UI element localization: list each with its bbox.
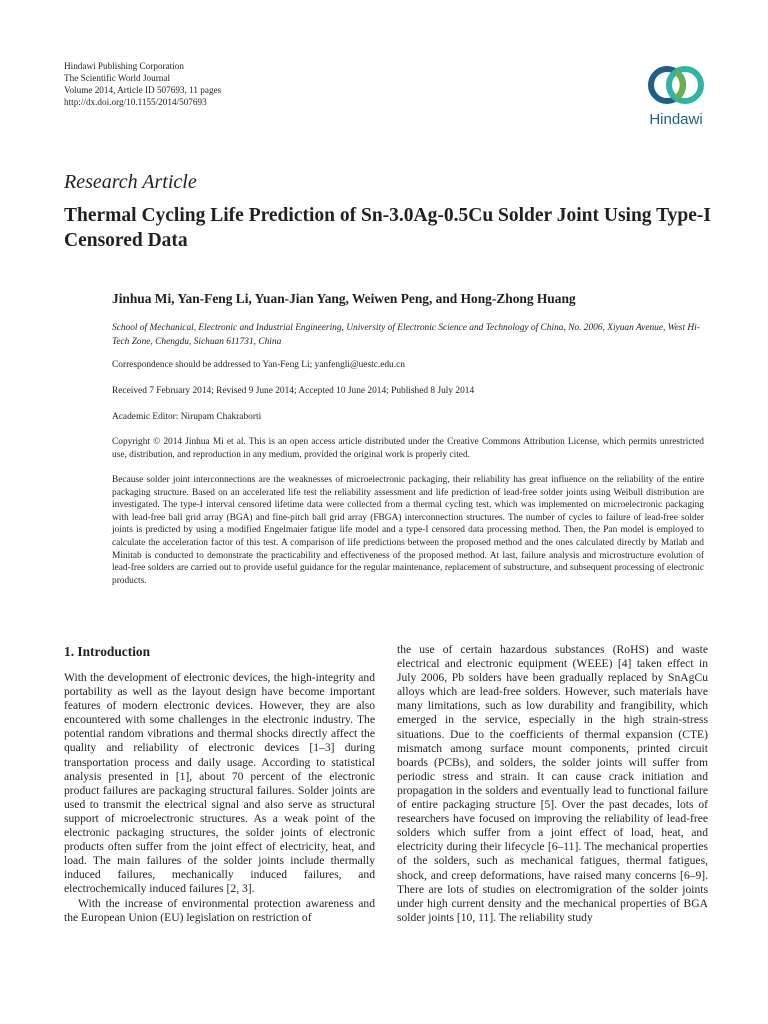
volume-info: Volume 2014, Article ID 507693, 11 pages [64, 85, 222, 95]
article-type: Research Article [64, 171, 197, 193]
body-column-right [397, 643, 708, 925]
publication-header [64, 60, 221, 108]
article-title: Thermal Cycling Life Prediction of Sn-3.0Ag-0.5Cu Solder Joint Using Type-I Censored Data [64, 205, 711, 251]
publication-dates: Received 7 February 2014; Revised 9 June 2014; Accepted 10 June 2014; Published 8 July 2014 [112, 386, 475, 396]
copyright-notice: Copyright © 2014 Jinhua Mi et al. This is an open access article distributed under the Creative Commons Attribution License, which permits unrestricted use, distribution, and reproduction in any medium, provided the original work is properly cited. [112, 437, 704, 460]
correspondence: Correspondence should be addressed to Yan-Feng Li; yanfengli@uestc.edu.cn [112, 360, 405, 370]
abstract: Because solder joint interconnections are the weaknesses of microelectronic packaging, their reliability has great influence on the reliability of the entire packaging structure. Based on an accelerated life test the reliability assessment and life prediction of lead-free solder joints using Weibull distribution are investigated. The type-I interval censored lifetime data were collected from a thermal cycling test, which was implemented on microelectronic packaging with lead-free ball grid array (BGA) and fine-pitch ball grid array (FBGA) interconnection structures. The number of cycles to failure of lead-free solder joints is predicted by using a modified Engelmaier fatigue life model and a type-I censored data processing method. Then, the Pan model is employed to calculate the acceleration factor of this test. A comparison of life predictions between the proposed method and the ones calculated directly by Matlab and Minitab is conducted to demonstrate the practicability and effectiveness of the proposed method. At last, failure analysis and microstructure evolution of lead-free solders are carried out to provide useful guidance for the regular maintenance, replacement of substructure, and subsequent processing of electronic products. [112, 475, 704, 586]
paragraph: With the increase of environmental protection awareness and the European Union (EU) legislation on restriction of [64, 896, 375, 924]
body-column-left [64, 671, 375, 925]
section-heading-introduction: 1. Introduction [64, 644, 151, 659]
paragraph: the use of certain hazardous substances (RoHS) and waste electrical and electronic equipment (WEEE) [4] taken effect in July 2006, Pb solders have been gradually replaced by SnAgCu alloys which are lead-free solders. However, such materials have many limitations, such as low durability and frangibility, which emerged in the service, especially in the high strain-stress situations. Due to the coefficients of thermal expansion (CTE) mismatch among surface mount components, printed circuit boards (PCBs), and solders, the solder joints will suffer from periodic stress and strain. It can cause crack initiation and propagation in the solders and eventually lead to functional failure of entire packaging structure [5]. Over the past decades, lots of researchers have focused on improving the reliability of lead-free solders which suffer from a joint effect of load, heat, and electricity during their lifecycle [6–11]. The mechanical properties of the solders, such as mechanical fatigues, thermal fatigues, shock, and creep deformations, have raised many concerns [6–9]. There are lots of studies on electromigration of the solder joints under high current density and the mechanical properties of BGA solder joints [10, 11]. The reliability study [397, 643, 708, 924]
academic-editor: Academic Editor: Nirupam Chakraborti [112, 412, 262, 422]
journal-name: The Scientific World Journal [64, 73, 170, 83]
hindawi-logo-text: Hindawi [649, 111, 703, 128]
publisher-name: Hindawi Publishing Corporation [64, 61, 184, 71]
paragraph: With the development of electronic devices, the high-integrity and portability as well as the layout design have become important features of modern electronic devices. However, they are also encountered with some challenges in the electronic industry. The potential random vibrations and thermal shocks directly affect the quality and reliability of electronic devices [1–3] during transportation process and daily usage. According to statistical analysis presented in [1], about 70 percent of the electronic product failures are packaging structural failures. Solder joints are used to transmit the electrical signal and also serve as structural support of microelectronic structures. As a weak point of the electronic packaging structures, the solder joints of electronic products often suffer from the joint effect of electricity, heat, and load. The main failures of the solder joints include thermally induced failures, mechanically induced failures, and electrochemically induced failures [2, 3]. [64, 671, 375, 896]
author-list: Jinhua Mi, Yan-Feng Li, Yuan-Jian Yang, Weiwen Peng, and Hong-Zhong Huang [112, 291, 576, 306]
doi-link[interactable]: http://dx.doi.org/10.1155/2014/507693 [64, 97, 207, 107]
affiliation: School of Mechanical, Electronic and Industrial Engineering, University of Electronic Science and Technology of China, No. 2006, Xiyuan Avenue, West Hi-Tech Zone, Chengdu, Sichuan 611731, China [112, 323, 700, 347]
